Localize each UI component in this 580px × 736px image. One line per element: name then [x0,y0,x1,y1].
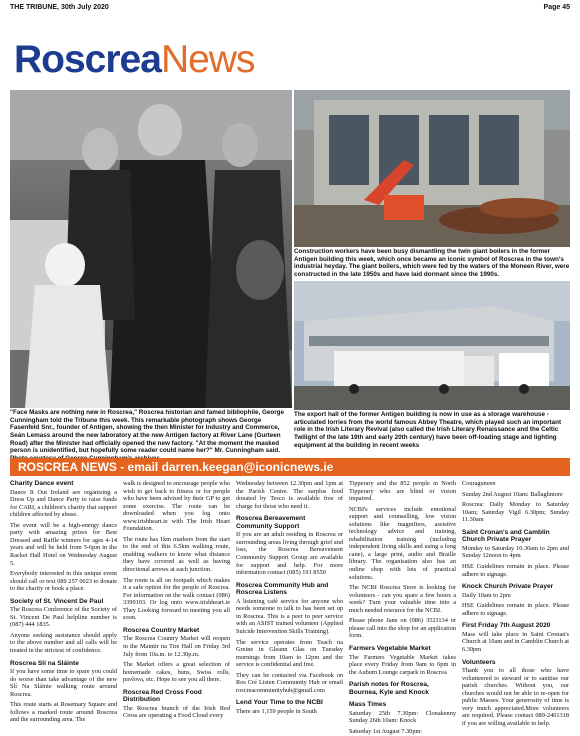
caption-boilers-dismantling: Construction workers have been busy dismantling the twin giant boilers in the former Antigen building this week, which once became an iconic symbol of Roscrea in the town's industrial heyday. The giant boilers, which were fed by the waters of the Moneen River, were constructed in the late 1950s and have laid dormant since the 1990s. [294,248,570,279]
article-heading: Knock Church Private Prayer [462,583,554,591]
article-paragraph: The service operates from Teach na Greine in Gleann Glas on Tuesday mornings from 10am to 12pm and the service is confidential and free. [236,638,343,669]
article-paragraph: Saturday 1st August 7.30pm: [349,727,423,735]
news-column-4 [349,480,456,735]
section-banner: ROSCREA NEWS - email darren.keegan@iconicnews.ie [10,458,570,476]
article-heading: Farmers Vegetable Market [349,644,431,652]
news-column-2 [123,480,230,730]
article-heading: Mass Times [349,701,387,709]
article-paragraph: Anyone seeking assistance should apply to the above number and all calls will be treated in the strictest of confidence. [10,631,117,654]
article-paragraph: The Farmers Vegetable Market takes place every Friday from 9am to 6pm in the Auburn Lounge carpark in Roscrea [349,653,456,676]
article-heading: Volunteers [462,658,496,666]
article-heading: Society of St. Vincent De Paul [10,597,104,605]
article-paragraph: Everybody interested in this unique event should call or text 089 257 0023 to donate to the charity or book a place. [10,570,117,593]
article-paragraph: They can be contacted via Facebook on Ros Cré Listen Community Hub or email roscreacommunityhub@gmail.com [236,671,343,694]
article-heading: Roscrea Bereavement Community Support [236,515,306,530]
article-paragraph: A listening café service for anyone who needs someone to talk to has been set up in Roscrea. This is a peer to peer service with an ASIST trained volunteer (Applied Suicide Intervention Skills Training). [236,597,343,635]
photo-antigen-laboratory [10,90,292,408]
article-paragraph: The route is all on footpath which makes it a safe option for the people of Roscrea. For information on the walk contact (086) 3399193. Or log onto www.irishheart.ie They Looking forward to meeting you all soon. [123,576,230,622]
article-paragraph: Roscrea: Daily Monday to Saturday 10am; Saturday Vigil 6.30pm; Sunday 11.30am [462,501,569,524]
article-paragraph: Saturday 25th 7.30pm: Clonakenny Sunday 26th 10am: Knock [349,709,456,725]
article-heading: First Friday 7th August 2020 [462,622,551,630]
article-heading: Parish notes for Roscrea, Bournea, Kyle and Knock [349,681,429,696]
photo-export-hall-lorries [294,281,570,410]
news-column-5 [462,480,569,730]
article-paragraph: HSE Guidelines remain in place. Please adhere to signage. [462,602,569,617]
article-paragraph: HSE Guidelines remain in place. Please adhere to signage. [462,562,569,578]
article-paragraph: Thank you to all those who have volunteered to steward or to sanitise our parish churches. Without you, our churches would not be able to re-open for public Masses. Your generosity of time is very much appreciated.More volunteers are required. Please contact 089-2401318 if you are willing available to help. [462,667,569,727]
article-heading: Roscrea Red Cross Food Distribution [123,688,202,704]
article-paragraph: The NCBI Roscrea Store is looking for volunteers - can you spare a few hours a week? Turn your valuable time into a much needed resource for the NCBI. [349,584,456,614]
article-paragraph: The route has 1km markers from the start to the end of this 6.5km walking route, enabling walkers to know what distance they have covered as well as having directional arrows at each junction. [123,535,230,574]
article-heading: Saint Cronan's and Camblin Church Private Prayer [462,528,550,544]
caption-antigen-laboratory: "Face Masks are nothing new in Roscrea," Roscrea historian and famed bibliophile, George Cunningham told the Tribune this week. This remarkable photograph shows George Fasenfeld Snr., founder of Antigen, showing the then Minister for Industry and Commerce, Seán Lemass around the new laboratory at the new Antigen factory at River Lane (Gurteen Road) after the Minister had officially opened the new factory. "At the moment the masked person is unidentified, but hopefully some reader could name her?" Mr. Cunningham said. [10,409,285,455]
article-paragraph: Tipperary and the 852 people in North Tipperary who are blind or vision impaired. [349,480,456,503]
article-paragraph: Mass will take place in Saint Cronan's Church at 10am and in Camblin Church at 6.30pm [462,630,569,653]
article-paragraph: walk is designed to encourage people who wish to get back to fitness or for people who have been advised by their GP to get some exercise. The route can be downloaded when you log onto www.irishheart.ie with The Irish Heart Foundation. [123,480,230,533]
masthead-part-2: News [160,38,255,81]
article-paragraph: The event will be a high-energy dance party with amazing prizes for Best Dressed and Raffle winners for ages 4-14 years and will be held from 5-6pm in the Racket Hall Hotel on Wednesday August 5. [10,521,117,567]
article-paragraph: This route starts at Rosemary Square and follows a marked route around Roscrea and the surrounding area. The [10,701,117,724]
article-paragraph: Dance It Out Ireland are organising a Dress Up and Dance Party to raise funds for CARI, a children's charity that support children affected by abuse. [10,488,117,519]
issue-date: THE TRIBUNE, 30th July 2020 [10,4,109,11]
article-paragraph: The Roscrea Conference of the Society of St. Vincent De Paul helpline number is (087) 444 1835. [10,606,117,629]
article-paragraph: Monday to Saturday 10.30am to 2pm and Sunday 12noon to 4pm [462,544,569,560]
article-paragraph: There are 1,159 people in South [236,707,317,715]
news-column-3 [236,480,343,730]
article-paragraph: The Market offers a great selection of homemade cakes, buns, Swiss rolls, pavlova, etc. Hope to see you all there. [123,661,230,684]
article-heading: Roscrea Slí na Sláinte [10,659,79,667]
article-paragraph: Sunday 2nd August 10am: Ballaghmore [462,490,563,498]
article-paragraph: Couraguneen [462,480,496,487]
article-paragraph: Please phone Jane on (086) 3521134 or please call into the shop for an application form. [349,617,456,640]
article-heading: Roscrea Community Hub and Roscrea Listens [236,581,329,597]
article-paragraph: The Roscrea Country Market will reopen in the Maintir na Tire Hall on Friday 3rd July from 10a.m. to 12.30p.m. [123,635,230,658]
page-header [10,2,570,13]
masthead-part-1: Roscrea [14,38,161,81]
caption-export-hall-lorries: The export hall of the former Antigen building is now in use as a storage warehouse - articulated lorries from the world famous Abbey Theatre, which played such an important role in the Irish Literary Revival (also called the Irish Literary Renaissance and the Celtic Twilight of the late 19th and early 20th century) have been off-loading stage and lighting equipment at the building in recent weeks [294,411,562,449]
page-number: Page 45 [543,4,570,11]
masthead-logo [14,40,254,79]
article-heading: Lend Your Time to the NCBI [236,699,323,707]
article-heading: Charity Dance event [10,480,74,487]
article-paragraph: NCBI's services include emotional support and counselling, low vision solutions like magnifiers, assistive technology advice and training, rehabilitation training (including independent living skills and using a long cane), a large print, audio and Braille library. The organisation also has an online shop with lots of practical solutions. [349,505,456,581]
article-paragraph: Wednesday between 12.30pm and 1pm at the Parish Centre. The surplus food donated by Tesco is available free of charge for those who need it. [236,480,343,510]
article-heading: Roscrea Country Market [123,626,200,634]
news-column-1 [10,480,117,730]
article-paragraph: If you have some time to spare you could do worse than take advantage of the new Slí Na Sláinte walking route around Roscrea. [10,668,117,698]
article-paragraph: Daily 10am to 2pm [462,591,511,599]
article-paragraph: The Roscrea branch of the Irish Red Cross are operating a Food Cloud every [123,704,230,720]
article-paragraph: If you are an adult residing in Roscrea or surrounding areas living through grief and loss, the Roscrea Bereavement Community Support Group are available for support and help. For more information contact (085) 191 8550 [236,531,343,577]
news-columns [10,480,570,735]
photo-boilers-dismantling [294,90,570,247]
